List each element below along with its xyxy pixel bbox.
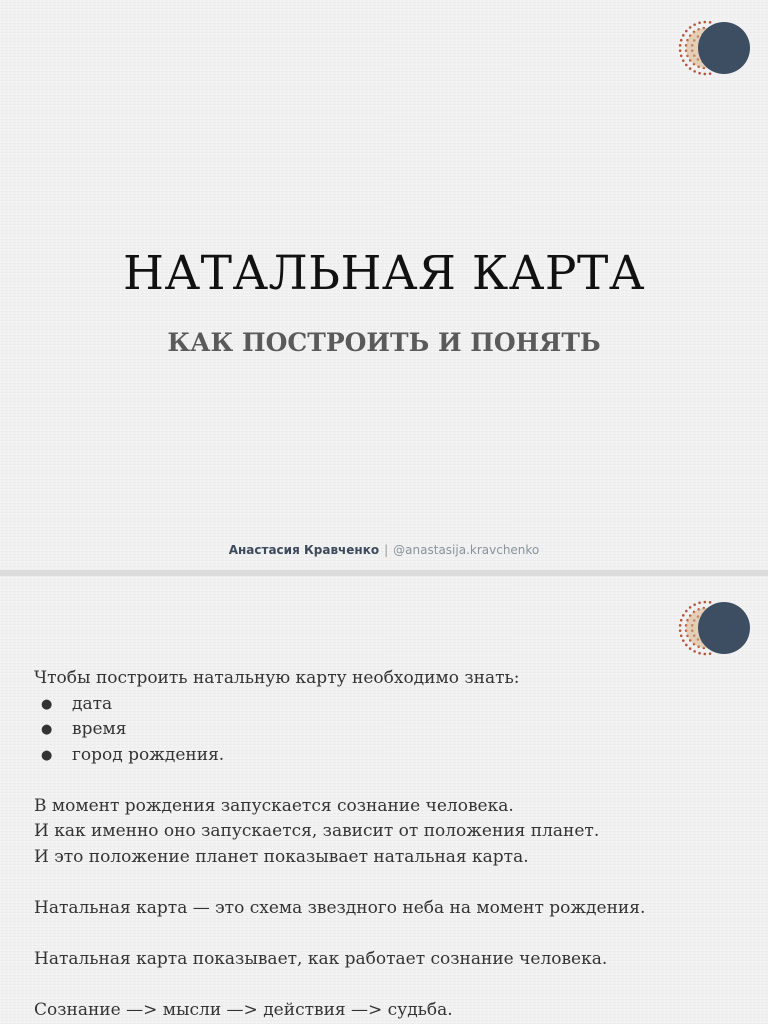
author-name: Анастасия Кравченко [228,543,380,557]
sun-dot [682,59,685,62]
paragraph-line: В момент рождения запускается сознание человека. [34,795,514,816]
page-title: НАТАЛЬНАЯ КАРТА [123,246,645,301]
sun-dot [704,21,707,24]
definition-line: Натальная карта — это схема звездного неба на момент рождения. [34,897,646,918]
sun-dot [693,603,696,606]
requirements-list [34,692,744,769]
bullet-dot-icon: ● [41,722,53,737]
sun-dot [704,601,707,604]
sun-dot [698,652,701,655]
sun-dot [698,72,701,75]
content-slide [0,576,768,1024]
sun-dot [682,614,685,617]
author-line [0,543,768,557]
sun-dot [680,39,683,42]
chain-line: Сознание —> мысли —> действия —> судьба. [34,999,453,1020]
list-item [34,717,744,743]
sun-dot [680,635,683,638]
sun-moon-logo-icon [670,596,752,660]
sun-dot [679,49,682,52]
list-item [34,692,744,718]
sun-dot [698,22,701,25]
sun-dot [709,21,712,24]
consciousness-line: Натальная карта показывает, как работает сознание человека. [34,948,608,969]
sun-dot [693,23,696,26]
sun-dot [685,644,688,647]
list-item-label: дата [72,693,113,714]
sun-dot [679,624,682,627]
list-item-label: время [72,719,127,739]
author-handle: @anastasija.kravchenko [393,543,540,557]
bullet-dot-icon: ● [41,747,53,763]
intro-line: Чтобы построить натальную карту необходимо знать: [34,668,520,688]
sun-dot [682,639,685,642]
sun-dot [709,652,712,655]
sun-dot [698,602,701,605]
sun-dot [685,64,688,67]
content-body [34,666,744,1023]
sun-dot [689,606,692,609]
sun-moon-logo-icon [670,16,752,80]
sun-dot [685,610,688,613]
sun-dot [685,30,688,33]
sun-dot [704,73,707,76]
author-separator: | [384,543,389,557]
paragraph-line: И как именно оно запускается, зависит от положения планет. [34,821,600,841]
sun-dot [689,26,692,29]
list-item [34,743,744,769]
sun-dot [693,650,696,653]
sun-dot [679,629,682,632]
sun-dot [689,647,692,650]
list-item-label: город рождения. [72,744,225,765]
sun-dot [682,34,685,37]
sun-dot [704,653,707,656]
sun-dot [680,55,683,58]
bullet-dot-icon: ● [41,696,53,712]
sun-dot [689,67,692,70]
sun-dot [679,44,682,47]
paragraph-line: И это положение планет показывает натальная карта. [34,846,529,867]
sun-dot [680,619,683,622]
sun-dot [709,72,712,75]
sun-dot [709,601,712,604]
sun-dot [693,70,696,73]
page-subtitle: КАК ПОСТРОИТЬ И ПОНЯТЬ [167,328,601,357]
